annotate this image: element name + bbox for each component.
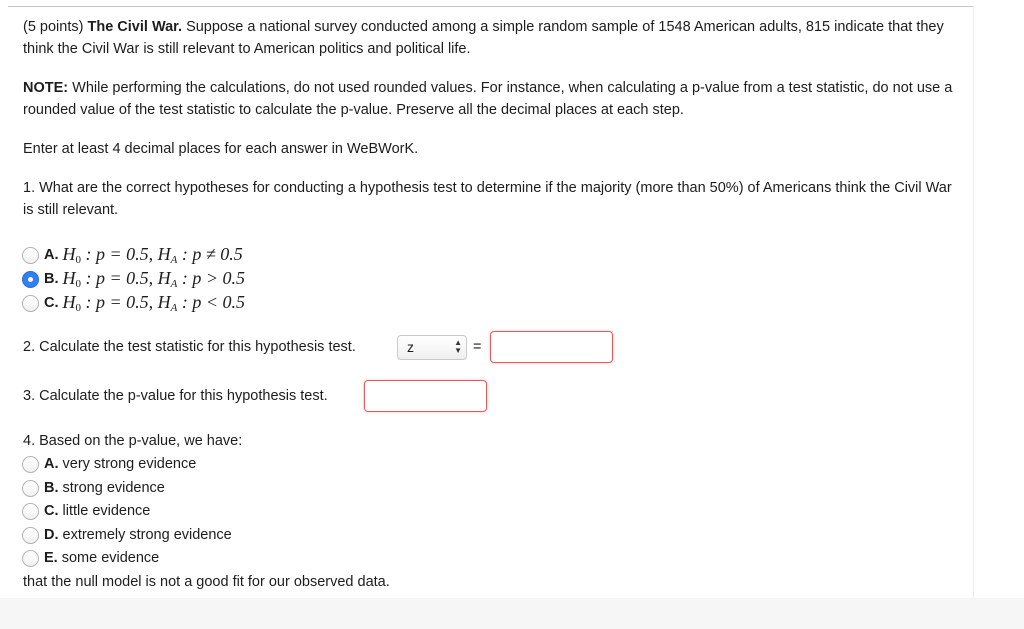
updown-arrows-icon: ▲ ▼ [454, 338, 462, 355]
question-4-tail: that the null model is not a good fit for our observed data. [23, 574, 390, 590]
right-border [973, 6, 974, 606]
question-3-text: 3. Calculate the p-value for this hypothesis test. [23, 388, 328, 404]
note-text: While performing the calculations, do not used rounded values. For instance, when calculating a p-value from a test statistic, do not use a rounded value of the test statistic to calculate the p-value. Preserve all the decimal places at each step. [23, 80, 953, 118]
radio-button[interactable] [22, 527, 39, 544]
bottom-bar [0, 598, 1024, 629]
option-text: little evidence [62, 503, 151, 519]
q4-option-a[interactable] [22, 453, 196, 475]
option-letter: E. [44, 550, 58, 566]
p-value-input[interactable] [364, 380, 487, 412]
question-4-text: 4. Based on the p-value, we have: [23, 433, 243, 449]
option-letter: B. [44, 271, 59, 287]
question-2-text: 2. Calculate the test statistic for this hypothesis test. [23, 339, 356, 355]
hypothesis-expression: $H_0$ : p = 0.5, $H_A$ : p ≠ 0.5 [62, 244, 243, 266]
option-text: very strong evidence [62, 456, 197, 472]
radio-button[interactable] [22, 295, 39, 312]
q1-option-a[interactable] [22, 244, 243, 266]
radio-button-selected[interactable] [22, 271, 39, 288]
question-1-text: 1. What are the correct hypotheses for conducting a hypothesis test to determine if the majority (more than 50%) of Americans think the Civil War is still relevant. [23, 180, 952, 218]
option-letter: D. [44, 527, 59, 543]
top-divider [8, 6, 974, 7]
q4-option-c[interactable] [22, 500, 150, 522]
problem-intro [23, 16, 963, 60]
option-text: some evidence [61, 550, 160, 566]
test-statistic-input[interactable] [490, 331, 613, 363]
hypothesis-expression: $H_0$ : p = 0.5, $H_A$ : p < 0.5 [62, 292, 246, 314]
note-label: NOTE: [23, 80, 69, 96]
note [23, 77, 963, 121]
radio-button[interactable] [22, 456, 39, 473]
q1-option-c[interactable] [22, 292, 245, 314]
option-letter: A. [44, 247, 59, 263]
option-letter: A. [44, 456, 59, 472]
option-letter: C. [44, 295, 59, 311]
radio-button[interactable] [22, 550, 39, 567]
radio-button[interactable] [22, 480, 39, 497]
radio-button[interactable] [22, 247, 39, 264]
radio-button[interactable] [22, 503, 39, 520]
option-letter: B. [44, 480, 59, 496]
q4-option-d[interactable] [22, 524, 232, 546]
q4-option-e[interactable] [22, 547, 159, 569]
problem-title: The Civil War. [87, 19, 183, 35]
points-label: (5 points) [23, 19, 84, 35]
problem-text: Suppose a national survey conducted among a simple random sample of 1548 American adults, 815 indicate that they think the Civil War is still relevant to American politics and political life. [23, 19, 944, 57]
option-text: strong evidence [62, 480, 165, 496]
q1-option-b[interactable] [22, 268, 245, 290]
precision-instruction: Enter at least 4 decimal places for each answer in WeBWorK. [23, 141, 419, 157]
q4-option-b[interactable] [22, 477, 165, 499]
option-text: extremely strong evidence [62, 527, 232, 543]
statistic-select[interactable] [397, 335, 467, 360]
option-letter: C. [44, 503, 59, 519]
select-value: z [407, 339, 414, 355]
hypothesis-expression: $H_0$ : p = 0.5, $H_A$ : p > 0.5 [62, 268, 246, 290]
equals-sign: = [473, 339, 482, 355]
